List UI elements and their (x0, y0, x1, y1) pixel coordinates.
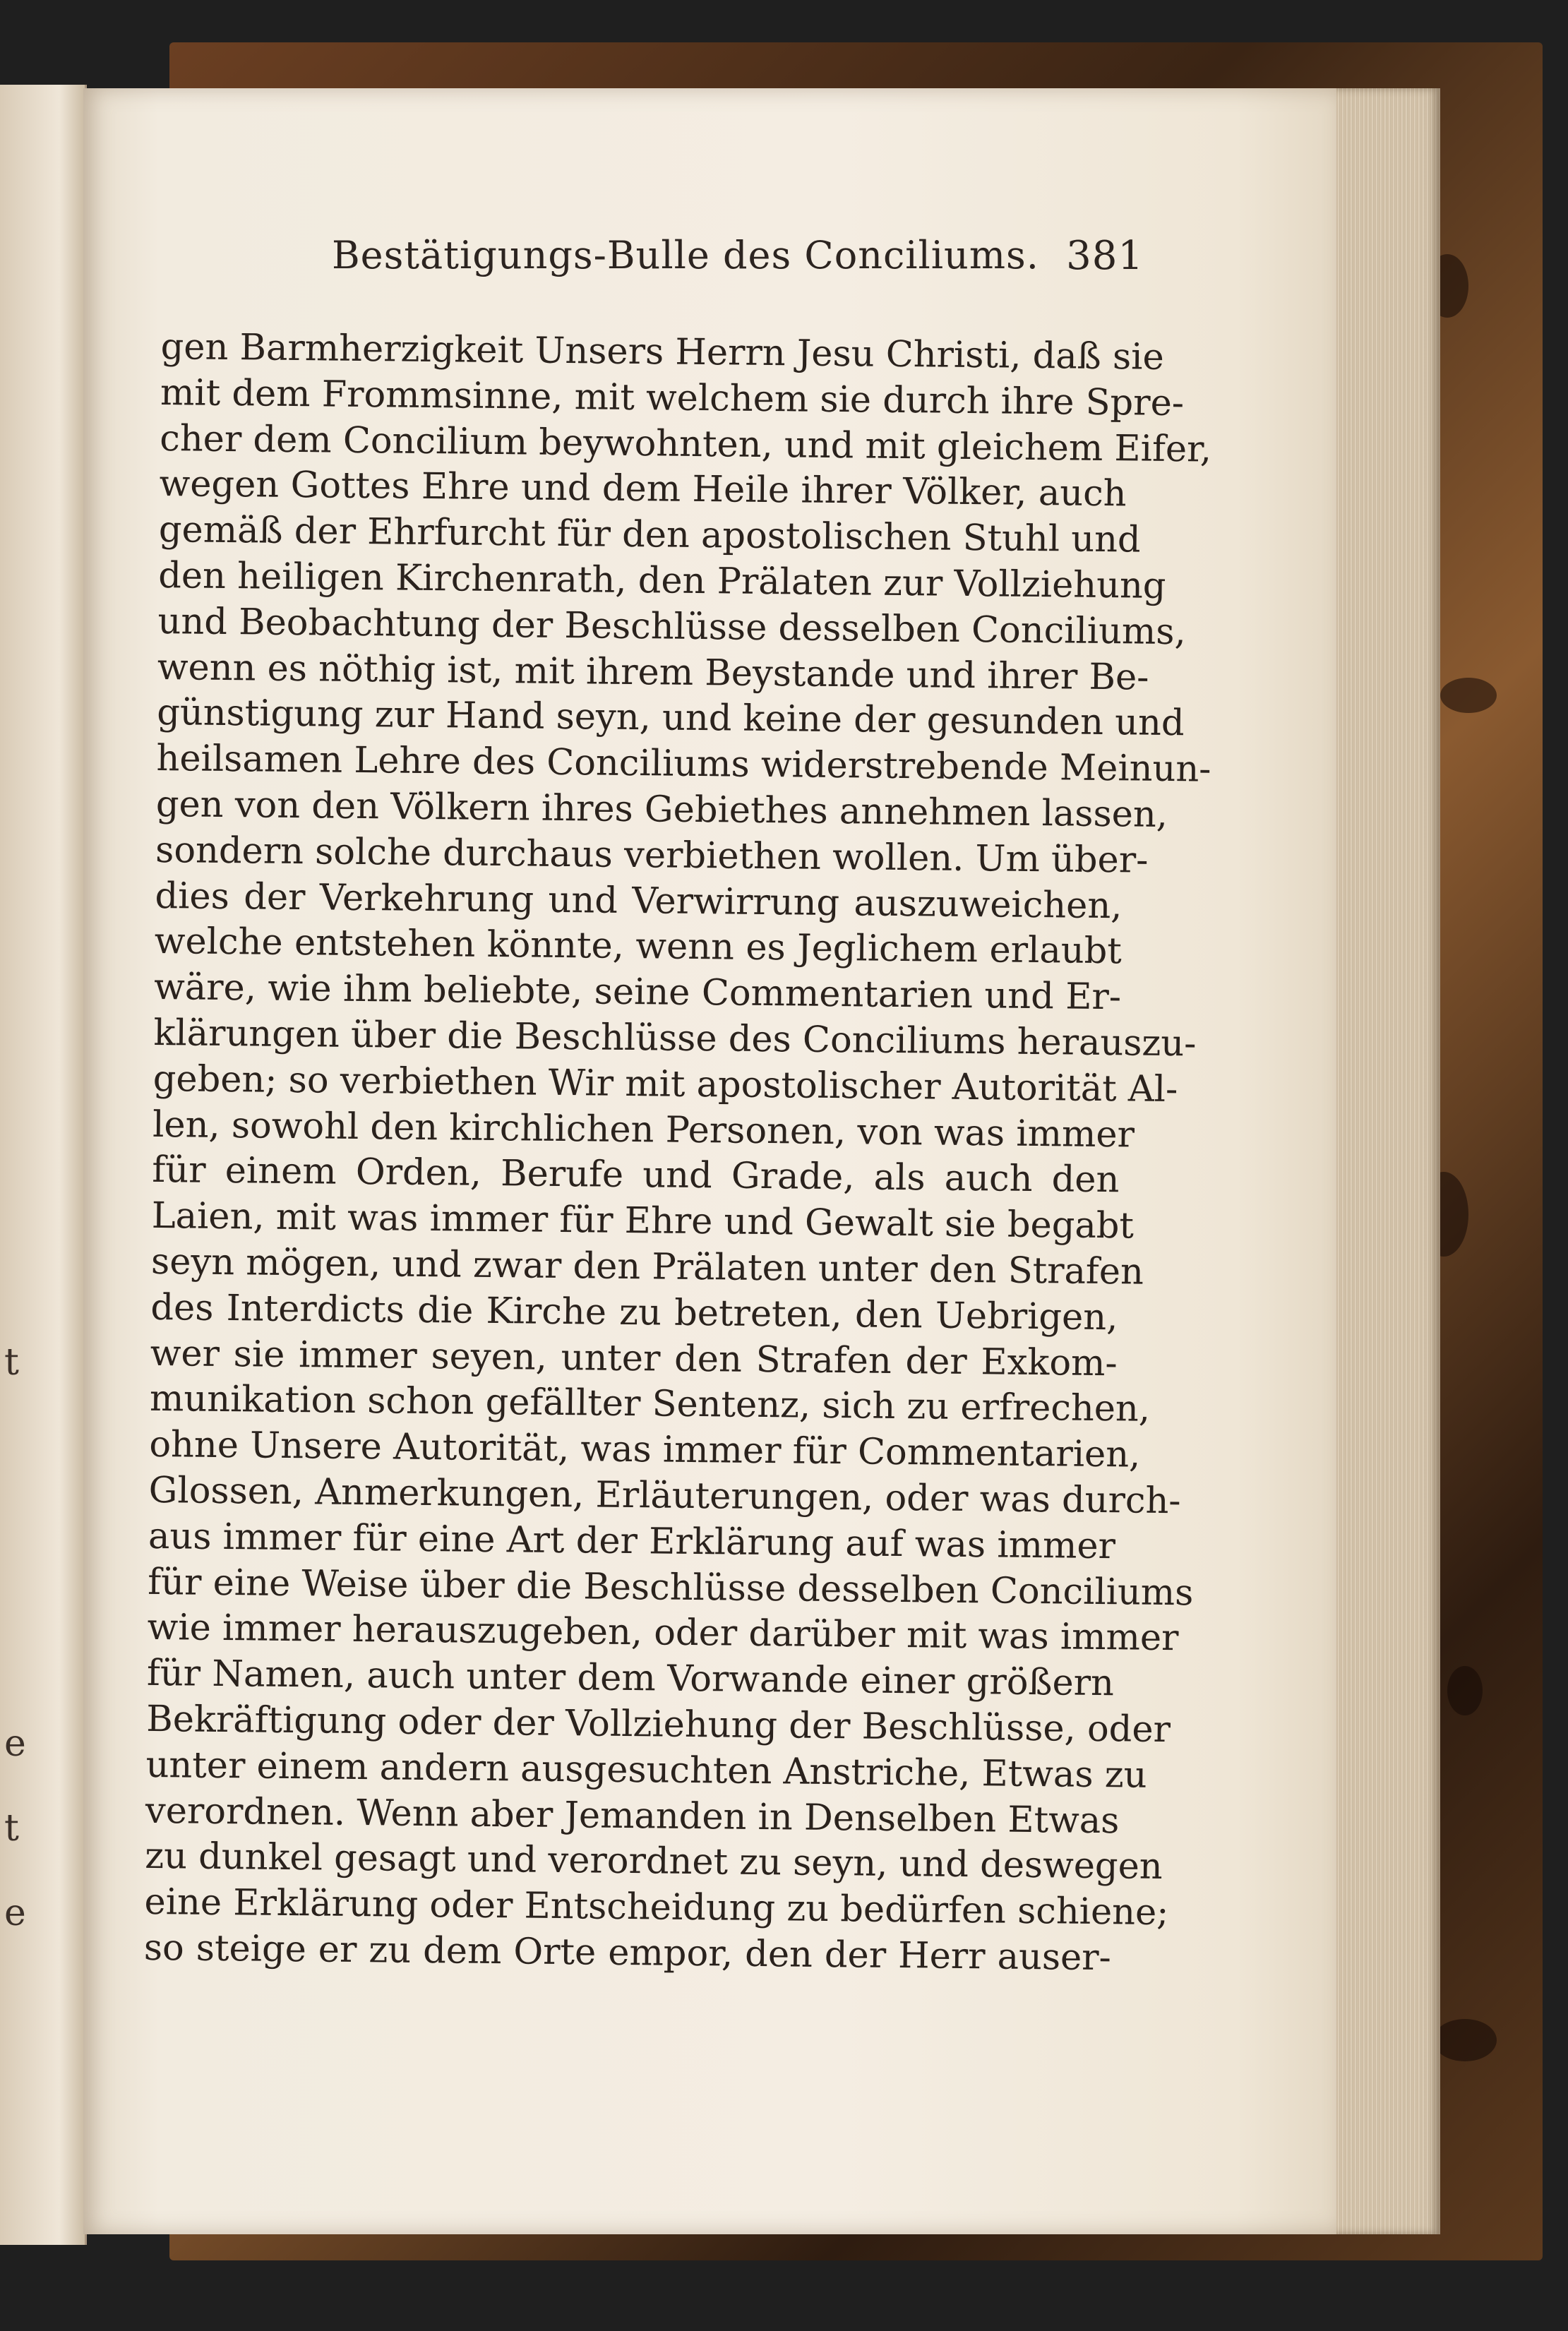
text-line: des Interdicts die Kirche zu betreten, den Uebrigen, (150, 1286, 1118, 1339)
left-page-fragment: t (4, 1341, 19, 1384)
running-title: Bestätigungs-Bulle des Conciliums. (332, 233, 1039, 277)
text-line: wegen Gottes Ehre und dem Heile ihrer Völker, auch (159, 463, 1127, 515)
text-line: wäre, wie ihm beliebte, seine Commentarien und Er- (153, 966, 1122, 1019)
left-page-edge (0, 85, 87, 2245)
left-page-fragment: e (4, 1722, 26, 1765)
text-line: munikation schon gefällter Sentenz, sich zu erfrechen, (149, 1378, 1151, 1431)
text-line: len, sowohl den kirchlichen Personen, von was immer (152, 1103, 1135, 1156)
text-line: günstigung zur Hand seyn, und keine der gesunden und (156, 692, 1185, 745)
text-line: gemäß der Ehrfurcht für den apostolischen Stuhl und (158, 509, 1141, 561)
cover-stain (1433, 2019, 1497, 2061)
running-header (332, 233, 1144, 289)
cover-stain (1440, 678, 1497, 713)
text-line: und Beobachtung der Beschlüsse desselben Conciliums, (157, 600, 1187, 654)
text-line: den heiligen Kirchenrath, den Prälaten zur Vollziehung (157, 554, 1166, 607)
text-line: sondern solche durchaus verbiethen wollen. Um über- (155, 829, 1149, 882)
text-line: verordnen. Wenn aber Jemanden in Denselben Etwas (145, 1790, 1120, 1842)
text-line: wie immer herauszugeben, oder darüber mit was immer (147, 1607, 1179, 1660)
text-line: Glossen, Anmerkungen, Erläuterungen, oder was durch- (148, 1469, 1181, 1523)
text-line: eine Erklärung oder Entscheidung zu bedürfen schiene; (144, 1881, 1169, 1934)
text-line: geben; so verbiethen Wir mit apostolischer Autorität Al- (152, 1057, 1178, 1110)
text-line: für einem Orden, Berufe und Grade, als auch den (152, 1149, 1120, 1202)
text-line: welche entstehen könnte, wenn es Jeglichem erlaubt (154, 921, 1123, 973)
text-line: gen von den Völkern ihres Gebiethes annehmen lassen, (155, 783, 1168, 836)
text-line: klärungen über die Beschlüsse des Conciliums herauszu- (153, 1012, 1197, 1065)
text-line: für Namen, auch unter dem Vorwande einer größern (146, 1653, 1115, 1705)
page-number: 381 (1066, 233, 1144, 279)
text-line: wer sie immer seyen, unter den Strafen der Exkom- (150, 1332, 1118, 1384)
left-page-fragment: e (4, 1892, 26, 1934)
text-line: unter einem andern ausgesuchten Anstriche, Etwas zu (145, 1744, 1147, 1797)
cover-stain (1447, 1666, 1483, 1715)
text-line: ohne Unsere Autorität, was immer für Commentarien, (149, 1424, 1141, 1476)
text-line: für eine Weise über die Beschlüsse desselben Conciliums (148, 1561, 1194, 1614)
text-line: Laien, mit was immer für Ehre und Gewalt sie begabt (151, 1195, 1135, 1247)
text-line: Bekräftigung oder der Vollziehung der Beschlüsse, oder (146, 1698, 1171, 1751)
text-line: zu dunkel gesagt und verordnet zu seyn, und deswegen (144, 1835, 1163, 1888)
left-page-fragment: t (4, 1807, 19, 1850)
text-line: dies der Verkehrung und Verwirrung auszuweichen, (155, 875, 1123, 927)
text-line: heilsamen Lehre des Conciliums widerstrebende Meinun- (156, 738, 1211, 791)
text-line: mit dem Frommsinne, mit welchem sie durch ihre Spre- (160, 371, 1185, 424)
text-line: aus immer für eine Art der Erklärung auf was immer (148, 1515, 1116, 1567)
text-line: seyn mögen, und zwar den Prälaten unter den Strafen (150, 1240, 1144, 1293)
text-line: gen Barmherzigkeit Unsers Herrn Jesu Christi, daß sie (160, 325, 1164, 378)
page-block-edges (1327, 88, 1440, 2234)
text-line: wenn es nöthig ist, mit ihrem Beystande und ihrer Be- (157, 646, 1149, 699)
text-line: cher dem Concilium beywohnten, und mit gleichem Eifer, (160, 417, 1212, 471)
text-line: so steige er zu dem Orte empor, den der Herr auser- (143, 1926, 1112, 1979)
body-text (143, 325, 1212, 1982)
